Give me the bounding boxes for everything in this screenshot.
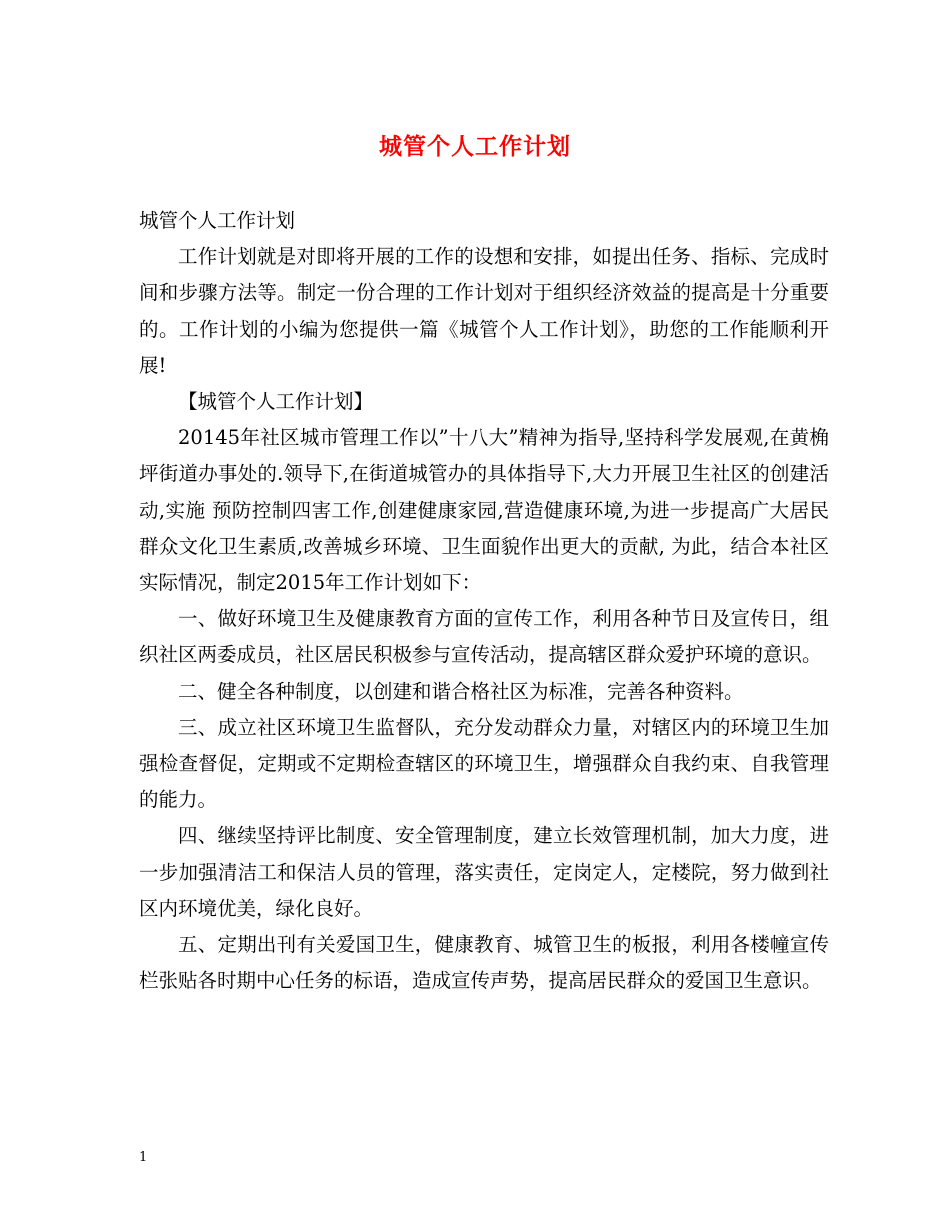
document-title: 城管个人工作计划 — [379, 133, 571, 160]
paragraph-item-2: 二、健全各种制度，以创建和谐合格社区为标准，完善各种资料。 — [178, 679, 744, 703]
paragraph-overview: 20145年社区城市管理工作以”十八大”精神为指导,坚持科学发展观,在黄桷坪街道办事处的.领导下,在街道城管办的具体指导下,大力开展卫生社区的创建活动,实施 预防控制四害工作,创建健康家园,营造健康环境,为进一步提高广大居民群众文化卫生素质,改善城乡环境、卫生面貌作出更大的贡献, 为此，结合本社区实际情况，制定2015年工作计划如下： — [139, 426, 829, 595]
paragraph-item-4: 四、继续坚持评比制度、安全管理制度，建立长效管理机制，加大力度，进一步加强清洁工和保洁人员的管理，落实责任，定岗定人，定楼院，努力做到社区内环境优美，绿化良好。 — [139, 824, 829, 920]
paragraph-item-5: 五、定期出刊有关爱国卫生，健康教育、城管卫生的板报，利用各楼幢宣传栏张贴各时期中心任务的标语，造成宣传声势，提高居民群众的爱国卫生意识。 — [139, 933, 829, 993]
document-body — [139, 203, 829, 999]
paragraph-heading: 城管个人工作计划 — [139, 209, 296, 232]
page-number: 1 — [139, 1150, 148, 1165]
paragraph-intro: 工作计划就是对即将开展的工作的设想和安排，如提出任务、指标、完成时间和步骤方法等。制定一份合理的工作计划对于组织经济效益的提高是十分重要的。工作计划的小编为您提供一篇《城管个人工作计划》，助您的工作能顺利开展! — [139, 245, 829, 377]
paragraph-item-1: 一、做好环境卫生及健康教育方面的宣传工作，利用各种节日及宣传日，组织社区两委成员，社区居民积极参与宣传活动，提高辖区群众爱护环境的意识。 — [139, 607, 829, 667]
paragraph-item-3: 三、成立社区环境卫生监督队，充分发动群众力量，对辖区内的环境卫生加强检查督促，定期或不定期检查辖区的环境卫生，增强群众自我约束、自我管理的能力。 — [139, 715, 829, 812]
paragraph-section-label: 【城管个人工作计划】 — [178, 390, 374, 414]
